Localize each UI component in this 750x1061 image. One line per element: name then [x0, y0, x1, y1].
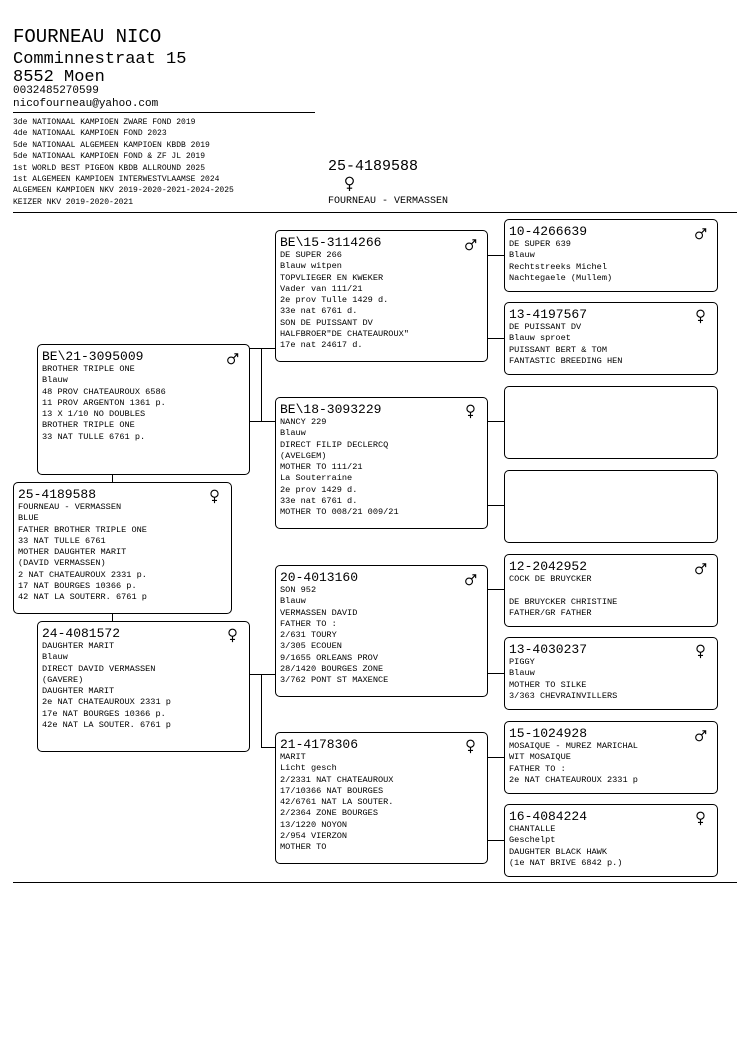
pedigree-card-sdd [504, 470, 718, 543]
connector-line [487, 338, 504, 339]
pedigree-line: Nachtegaele (Mullem) [509, 272, 613, 283]
pedigree-line: 17 NAT BOURGES 10366 p. [18, 581, 137, 592]
ring-number: 16-4084224 [509, 809, 588, 824]
ring-number: 21-4178306 [280, 737, 359, 752]
pedigree-line: 17/10366 NAT BOURGES [280, 785, 384, 796]
pedigree-card-dam [37, 621, 250, 752]
subject-name: FOURNEAU - VERMASSEN [328, 196, 449, 207]
title-item: 5de NATIONAAL KAMPIOEN FOND & ZF JL 2019 [13, 152, 206, 162]
male-symbol-icon [694, 728, 707, 743]
pedigree-line: Blauw [509, 668, 535, 679]
connector-line [261, 348, 262, 422]
pedigree-line: 42/6761 NAT LA SOUTER. [280, 797, 394, 808]
pedigree-line: BROTHER TRIPLE ONE [42, 364, 135, 374]
pedigree-line: Blauw sproet [509, 333, 571, 344]
pedigree-line: 33 NAT TULLE 6761 p. [42, 431, 146, 442]
pedigree-line: MOTHER TO 008/21 009/21 [280, 507, 399, 518]
connector-line [249, 674, 275, 675]
pedigree-line: 42 NAT LA SOUTERR. 6761 p [18, 592, 147, 603]
owner-divider [13, 112, 315, 113]
pedigree-line: 2e NAT CHATEAUROUX 2331 p [42, 697, 171, 708]
ring-number: 15-1024928 [509, 726, 588, 741]
male-symbol-icon [694, 561, 707, 576]
connector-line [487, 421, 504, 422]
pedigree-line: 2e prov 1429 d. [280, 484, 358, 495]
ring-number: 13-4197567 [509, 307, 588, 322]
pedigree-line: MOTHER DAUGHTER MARIT [18, 547, 127, 558]
pedigree-line: DAUGHTER MARIT [42, 641, 115, 651]
connector-line [261, 348, 275, 349]
pedigree-card-dam-sire [275, 565, 488, 697]
male-symbol-icon [464, 572, 477, 587]
pedigree-line: 17e nat 24617 d. [280, 340, 363, 351]
pedigree-line: DIRECT DAVID VERMASSEN [42, 663, 156, 674]
connector-line [249, 421, 275, 422]
pedigree-line: 33 NAT TULLE 6761 [18, 535, 106, 546]
ring-number: BE\15-3114266 [280, 235, 382, 250]
pedigree-line: DIRECT FILIP DECLERCQ [280, 439, 389, 450]
pedigree-line: BROTHER TRIPLE ONE [42, 420, 135, 431]
pedigree-line: DE SUPER 266 [280, 250, 342, 260]
pedigree-line: FATHER/GR FATHER [509, 607, 592, 618]
ring-number: 13-4030237 [509, 642, 588, 657]
pedigree-line: (DAVID VERMASSEN) [18, 558, 106, 569]
pedigree-line: 2/2331 NAT CHATEAUROUX [280, 774, 394, 785]
pedigree-line: 33e nat 6761 d. [280, 496, 358, 507]
title-item: 1st WORLD BEST PIGEON KBDB ALLROUND 2025 [13, 163, 206, 173]
pedigree-line: CHANTALLE [509, 824, 556, 834]
pedigree-line: DE PUISSANT DV [509, 322, 582, 332]
pedigree-line: 42e NAT LA SOUTER. 6761 p [42, 720, 171, 731]
ring-number: BE\21-3095009 [42, 349, 144, 364]
female-symbol-icon [208, 489, 221, 504]
pedigree-line: 3/762 PONT ST MAXENCE [280, 675, 389, 686]
pedigree-line: 48 PROV CHATEAUROUX 6586 [42, 386, 166, 397]
female-symbol-icon [464, 404, 477, 419]
owner-street: Comminnestraat 15 [13, 50, 187, 69]
pedigree-card-ssd [504, 302, 718, 375]
pedigree-line: NANCY 229 [280, 417, 327, 427]
pedigree-card-sire-dam [275, 397, 488, 529]
pedigree-line: 3/363 CHEVRAINVILLERS [509, 690, 618, 701]
owner-email: nicofourneau@yahoo.com [13, 98, 159, 110]
subject-ring: 25-4189588 [328, 158, 419, 175]
pedigree-line: DE SUPER 639 [509, 239, 571, 249]
ring-number: 25-4189588 [18, 487, 97, 502]
male-symbol-icon [464, 237, 477, 252]
pedigree-line: Blauw [280, 596, 306, 607]
pedigree-line: VERMASSEN DAVID [280, 607, 358, 618]
female-symbol-icon [464, 739, 477, 754]
pedigree-line: 17e NAT BOURGES 10366 p. [42, 708, 166, 719]
pedigree-card-dss [504, 554, 718, 627]
pedigree-line: DE BRUYCKER CHRISTINE [509, 596, 618, 607]
titles-list [13, 117, 234, 208]
pedigree-line: HALFBROER"DE CHATEAUROUX" [280, 329, 409, 340]
pedigree-line: Blauw [509, 250, 535, 261]
pedigree-line: Blauw [280, 428, 306, 439]
ring-number: 24-4081572 [42, 626, 121, 641]
connector-line [487, 255, 504, 256]
pedigree-card-sire [37, 344, 250, 475]
title-item: ALGEMEEN KAMPIOEN NKV 2019-2020-2021-2024-2025 [13, 186, 234, 196]
pedigree-line: Blauw witpen [280, 261, 342, 272]
pedigree-line: 2/954 VIERZON [280, 831, 348, 842]
pedigree-line: FANTASTIC BREEDING HEN [509, 355, 623, 366]
pedigree-line: 13 X 1/10 NO DOUBLES [42, 409, 146, 420]
female-symbol-icon [343, 176, 356, 192]
title-item: 5de NATIONAAL ALGEMEEN KAMPIOEN KBDB 2019 [13, 140, 210, 150]
ring-number: 12-2042952 [509, 559, 588, 574]
owner-name: FOURNEAU NICO [13, 26, 162, 48]
pedigree-line [509, 585, 713, 596]
male-symbol-icon [226, 351, 239, 366]
pedigree-line: DAUGHTER MARIT [42, 686, 115, 697]
pedigree-line: BLUE [18, 513, 39, 524]
pedigree-line: FOURNEAU - VERMASSEN [18, 502, 122, 512]
pedigree-line: 2 NAT CHATEAUROUX 2331 p. [18, 569, 147, 580]
female-symbol-icon [226, 628, 239, 643]
pedigree-line: Blauw [42, 652, 68, 663]
pedigree-line: Geschelpt [509, 835, 556, 846]
female-symbol-icon [694, 309, 707, 324]
connector-line [487, 757, 504, 758]
owner-city: 8552 Moen [13, 68, 105, 87]
pedigree-line: COCK DE BRUYCKER [509, 574, 592, 584]
connector-line [487, 589, 504, 590]
connector-line [487, 673, 504, 674]
pedigree-line: FATHER BROTHER TRIPLE ONE [18, 524, 147, 535]
female-symbol-icon [694, 811, 707, 826]
pedigree-line: Blauw [42, 375, 68, 386]
pedigree-line: 2/631 TOURY [280, 630, 337, 641]
pedigree-line: 11 PROV ARGENTON 1361 p. [42, 397, 166, 408]
pedigree-card-dam-dam [275, 732, 488, 864]
pedigree-line: FATHER TO : [280, 618, 337, 629]
pedigree-line: La Souterraine [280, 473, 353, 484]
pedigree-line: SON 952 [280, 585, 317, 595]
pedigree-card-dds [504, 721, 718, 794]
female-symbol-icon [694, 644, 707, 659]
pedigree-line: MOSAIQUE - MUREZ MARICHAL [509, 741, 638, 751]
pedigree-line: PUISSANT BERT & TOM [509, 344, 607, 355]
pedigree-line: (GAVERE) [42, 674, 84, 685]
pedigree-line: 2e prov Tulle 1429 d. [280, 295, 389, 306]
title-item: 3de NATIONAAL KAMPIOEN ZWARE FOND 2019 [13, 118, 196, 127]
pedigree-line: Vader van 111/21 [280, 283, 363, 294]
pedigree-line: FATHER TO : [509, 763, 566, 774]
pedigree-line: (1e NAT BRIVE 6842 p.) [509, 857, 623, 868]
pedigree-card-sds [504, 386, 718, 459]
pedigree-line: 33e nat 6761 d. [280, 306, 358, 317]
footer-divider [13, 882, 737, 883]
pedigree-line: MOTHER TO [280, 842, 327, 853]
pedigree-card-sss [504, 219, 718, 292]
ring-number: BE\18-3093229 [280, 402, 382, 417]
pedigree-line: MARIT [280, 752, 306, 762]
pedigree-line: PIGGY [509, 657, 535, 667]
pedigree-line: (AVELGEM) [280, 450, 327, 461]
pedigree-line: MOTHER TO SILKE [509, 679, 587, 690]
pedigree-card-dsd [504, 637, 718, 710]
pedigree-line: 3/305 ECOUEN [280, 641, 342, 652]
pedigree-line: SON DE PUISSANT DV [280, 317, 373, 328]
connector-line [261, 747, 275, 748]
pedigree-line: 2/2364 ZONE BOURGES [280, 808, 378, 819]
connector-line [261, 674, 262, 748]
pedigree-line: 13/1220 NOYON [280, 819, 348, 830]
pedigree-line: DAUGHTER BLACK HAWK [509, 846, 607, 857]
pedigree-line: TOPVLIEGER EN KWEKER [280, 272, 384, 283]
pedigree-line: 28/1420 BOURGES ZONE [280, 664, 384, 675]
pedigree-line: Rechtstreeks Michel [509, 261, 607, 272]
pedigree-line: MOTHER TO 111/21 [280, 462, 363, 473]
pedigree-card-self [13, 482, 232, 614]
pedigree-line: 9/1655 ORLEANS PROV [280, 652, 378, 663]
header-divider [13, 212, 737, 213]
title-item: 1st ALGEMEEN KAMPIOEN INTERWESTVLAAMSE 2024 [13, 175, 220, 185]
title-item: KEIZER NKV 2019-2020-2021 [13, 197, 134, 207]
pedigree-card-ddd [504, 804, 718, 877]
pedigree-card-sire-sire [275, 230, 488, 362]
title-item: 4de NATIONAAL KAMPIOEN FOND 2023 [13, 129, 167, 139]
pedigree-line: 2e NAT CHATEAUROUX 2331 p [509, 774, 638, 785]
connector-line [487, 505, 504, 506]
pedigree-line: WIT MOSAIQUE [509, 752, 571, 763]
connector-line [487, 840, 504, 841]
owner-phone: 0032485270599 [13, 85, 99, 97]
pedigree-line: Licht gesch [280, 763, 337, 774]
ring-number: 10-4266639 [509, 224, 588, 239]
ring-number: 20-4013160 [280, 570, 359, 585]
male-symbol-icon [694, 226, 707, 241]
